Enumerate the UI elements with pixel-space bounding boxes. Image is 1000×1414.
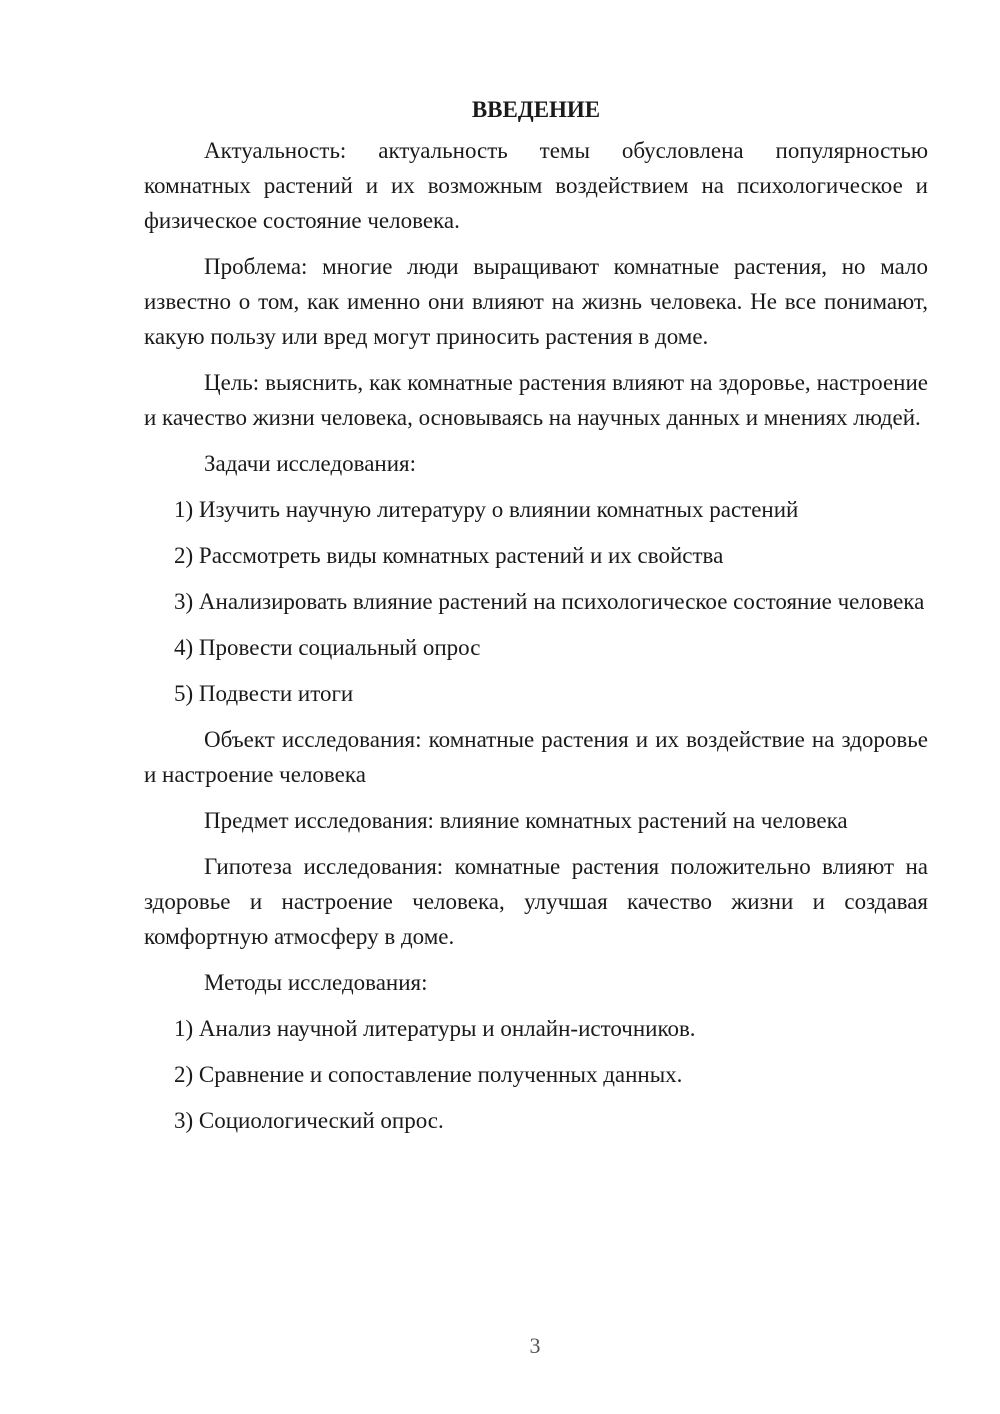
subject-paragraph: Предмет исследования: влияние комнатных растений на человека (204, 808, 848, 833)
method-item: 2) Сравнение и сопоставление полученных данных. (174, 1062, 683, 1087)
object-paragraph: Объект исследования: комнатные растения и их воздействие на здоровье и настроение человека (144, 727, 928, 787)
problem-paragraph: Проблема: многие люди выращивают комнатные растения, но мало известно о том, как именно они влияют на жизнь человека. Не все понимают, какую пользу или вред могут приносить растения в доме. (144, 254, 928, 349)
tasks-title: Задачи исследования: (204, 451, 417, 476)
page-number: 3 (529, 1333, 541, 1358)
task-item: 2) Рассмотреть виды комнатных растений и их свойства (174, 543, 724, 568)
hypothesis-paragraph: Гипотеза исследования: комнатные растения положительно влияют на здоровье и настроение человека, улучшая качество жизни и создавая комфортную атмосферу в доме. (144, 854, 928, 949)
task-item: 5) Подвести итоги (174, 681, 354, 706)
methods-title: Методы исследования: (204, 970, 428, 995)
method-item: 1) Анализ научной литературы и онлайн-источников. (174, 1016, 696, 1041)
task-item: 1) Изучить научную литературу о влиянии комнатных растений (174, 497, 799, 522)
page-content (144, 92, 928, 1149)
section-heading: ВВЕДЕНИЕ (471, 97, 601, 122)
task-item: 3) Анализировать влияние растений на психологическое состояние человека (174, 589, 925, 614)
method-item: 3) Социологический опрос. (174, 1108, 444, 1133)
task-item: 4) Провести социальный опрос (174, 635, 481, 660)
goal-paragraph: Цель: выяснить, как комнатные растения влияют на здоровье, настроение и качество жизни человека, основываясь на научных данных и мнениях людей. (144, 370, 928, 430)
relevance-paragraph: Актуальность: актуальность темы обусловлена популярностью комнатных растений и их возможным воздействием на психологическое и физическое состояние человека. (144, 138, 928, 233)
